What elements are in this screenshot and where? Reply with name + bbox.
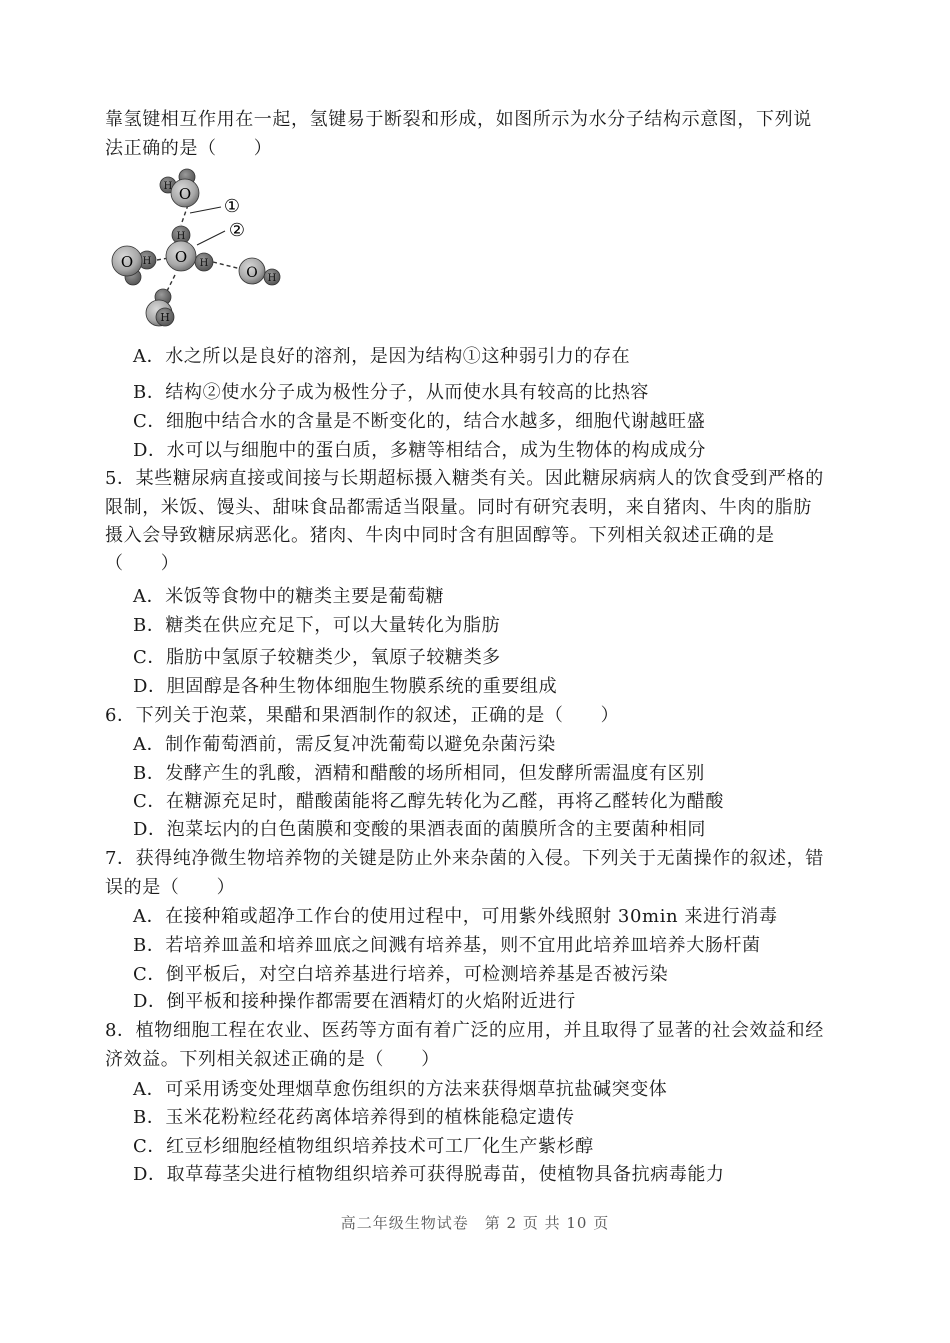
q7-stem-line-2: 误的是（ ） <box>105 877 236 898</box>
q7-option-b: B．若培养皿盖和培养皿底之间溅有培养基，则不宜用此培养皿培养大肠杆菌 <box>133 935 761 956</box>
q5-stem-line-4: （ ） <box>105 553 180 574</box>
q8-stem-line-1: 8．植物细胞工程在农业、医药等方面有着广泛的应用，并且取得了显著的社会效益和经 <box>105 1020 824 1041</box>
water-molecule-bottom <box>146 289 174 326</box>
q6-option-b: B．发酵产生的乳酸，酒精和醋酸的场所相同，但发酵所需温度有区别 <box>133 763 705 784</box>
q4-option-a: A．水之所以是良好的溶剂，是因为结构①这种弱引力的存在 <box>133 346 631 367</box>
q8-option-d: D．取草莓茎尖进行植物组织培养可获得脱毒苗，使植物具备抗病毒能力 <box>133 1164 725 1185</box>
water-molecule-diagram <box>105 165 305 340</box>
q5-stem-line-3: 摄入会导致糖尿病恶化。猪肉、牛肉中同时含有胆固醇等。下列相关叙述正确的是 <box>105 525 775 546</box>
atom-h-top: H <box>163 181 173 192</box>
q8-option-a: A．可采用诱变处理烟草愈伤组织的方法来获得烟草抗盐碱突变体 <box>133 1079 668 1100</box>
atom-h-right: H <box>267 273 277 284</box>
atom-o-top: O <box>178 185 192 203</box>
hydrogen-bond-right <box>213 262 241 269</box>
q4-stem-line-1: 靠氢键相互作用在一起，氢键易于断裂和形成，如图所示为水分子结构示意图，下列说 <box>105 109 812 130</box>
q8-stem-line-2: 济效益。下列相关叙述正确的是（ ） <box>105 1049 440 1070</box>
q5-option-a: A．米饭等食物中的糖类主要是葡萄糖 <box>133 586 445 607</box>
atom-h-left: H <box>142 256 152 267</box>
hydrogen-bond-bottom <box>167 275 175 291</box>
q6-option-a: A．制作葡萄酒前，需反复冲洗葡萄以避免杂菌污染 <box>133 734 556 755</box>
structure-label-2: ② <box>228 220 246 241</box>
q6-option-d: D．泡菜坛内的白色菌膜和变酸的果酒表面的菌膜所含的主要菌种相同 <box>133 819 707 840</box>
water-molecule-right <box>239 258 280 285</box>
structure-label-1: ① <box>223 196 241 217</box>
hydrogen-bond-top <box>181 205 188 225</box>
atom-o-right: O <box>246 265 258 281</box>
q4-stem-line-2: 法正确的是（ ） <box>105 138 273 159</box>
q7-option-d: D．倒平板和接种操作都需要在酒精灯的火焰附近进行 <box>133 991 576 1012</box>
leader-line-2 <box>197 231 225 245</box>
q8-option-c: C．红豆杉细胞经植物组织培养技术可工厂化生产紫杉醇 <box>133 1136 594 1157</box>
water-molecule-left <box>112 246 156 285</box>
q4-option-b: B．结构②使水分子成为极性分子，从而使水具有较高的比热容 <box>133 382 650 403</box>
q7-stem-line-1: 7．获得纯净微生物培养物的关键是防止外来杂菌的入侵。下列关于无菌操作的叙述，错 <box>105 848 824 869</box>
atom-h-center-top: H <box>176 231 186 242</box>
q7-option-a: A．在接种箱或超净工作台的使用过程中，可用紫外线照射 30min 来进行消毒 <box>133 906 778 927</box>
q5-option-b: B．糖类在供应充足下，可以大量转化为脂肪 <box>133 615 501 636</box>
q6-option-c: C．在糖源充足时，醋酸菌能将乙醇先转化为乙醛，再将乙醛转化为醋酸 <box>133 791 724 812</box>
q4-option-d: D．水可以与细胞中的蛋白质，多糖等相结合，成为生物体的构成成分 <box>133 440 707 461</box>
atom-h-center-right: H <box>199 258 209 269</box>
q6-stem-line-1: 6．下列关于泡菜，果醋和果酒制作的叙述，正确的是（ ） <box>105 705 620 726</box>
q5-option-c: C．脂肪中氢原子较糖类少，氧原子较糖类多 <box>133 647 501 668</box>
atom-h-bottom: H <box>160 311 170 324</box>
q7-option-c: C．倒平板后，对空白培养基进行培养，可检测培养基是否被污染 <box>133 964 669 985</box>
q5-stem-line-2: 限制，米饭、馒头、甜味食品都需适当限量。同时有研究表明，来自猪肉、牛肉的脂肪 <box>105 497 812 518</box>
q8-option-b: B．玉米花粉粒经花药离体培养得到的植株能稳定遗传 <box>133 1107 575 1128</box>
atom-o-center: O <box>174 248 188 266</box>
water-molecule-top <box>160 169 199 207</box>
q5-option-d: D．胆固醇是各种生物体细胞生物膜系统的重要组成 <box>133 676 558 697</box>
atom-o-left: O <box>120 253 134 271</box>
leader-line-1 <box>190 207 221 213</box>
q5-stem-line-1: 5．某些糖尿病直接或间接与长期超标摄入糖类有关。因此糖尿病病人的饮食受到严格的 <box>105 468 824 489</box>
page-footer: 高二年级生物试卷 第 2 页 共 10 页 <box>340 1214 610 1232</box>
q4-option-c: C．细胞中结合水的含量是不断变化的，结合水越多，细胞代谢越旺盛 <box>133 411 706 432</box>
water-molecule-center <box>166 226 213 271</box>
